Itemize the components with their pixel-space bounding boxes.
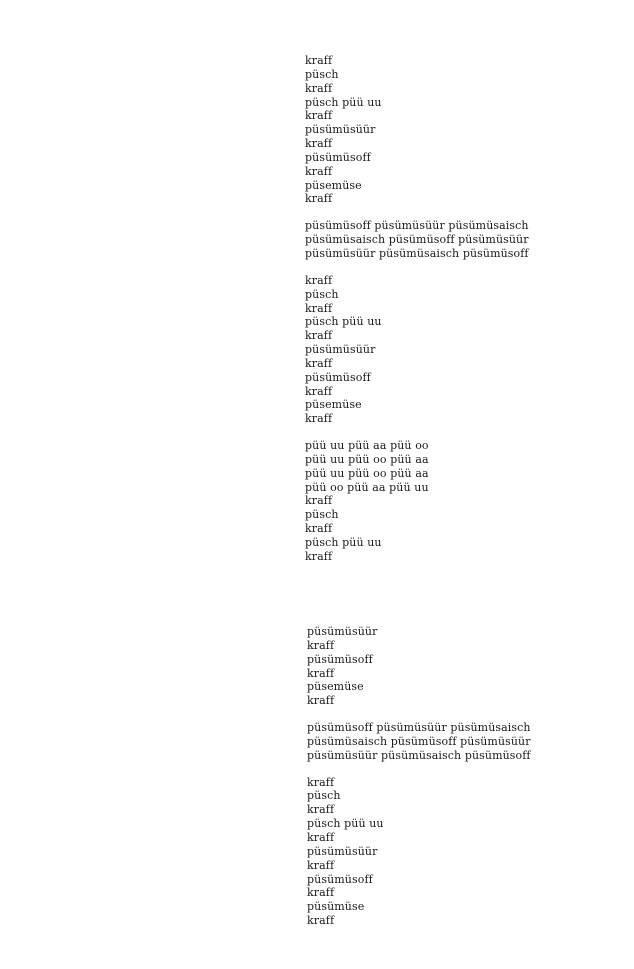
poem-line: püsümüsaisch püsümüsoff püsümüsüür (305, 233, 529, 247)
poem-block-top (305, 54, 529, 577)
poem-line: kraff (305, 137, 333, 151)
poem-line: püsümüsoff püsümüsüür püsümüsaisch (305, 219, 529, 233)
poem-line: püsemüse (307, 680, 364, 694)
poem-line: püü uu püü aa püü oo (305, 439, 429, 453)
poem-line: püsümüsüür (305, 343, 376, 357)
stanza (305, 439, 529, 564)
poem-line: püsch püü uu (305, 536, 382, 549)
poem-line: kraff (305, 494, 333, 508)
poem-line: kraff (307, 775, 335, 789)
poem-line: kraff (307, 858, 335, 872)
stanza (305, 219, 529, 261)
poem-line: püü oo püü aa püü uu (305, 480, 429, 494)
poem-line: kraff (305, 54, 333, 67)
poem-line: püsümüsoff (305, 370, 371, 384)
poem-line: püü uu püü oo püü aa (305, 466, 429, 480)
poem-line: püsemüse (305, 178, 362, 192)
poem-line: püsümüsoff püsümüsüür püsümüsaisch (307, 721, 531, 735)
poem-line: kraff (305, 164, 333, 178)
stanza (307, 721, 531, 763)
poem-line: kraff (305, 384, 333, 398)
poem-line: kraff (307, 914, 335, 928)
poem-line: kraff (307, 886, 335, 900)
poem-line: püsch püü uu (305, 95, 382, 109)
poem-line: kraff (305, 522, 333, 536)
poem-line: kraff (305, 356, 333, 370)
poem-line: püsümüsüür (307, 625, 378, 638)
poem-line: püsch (305, 508, 339, 522)
poem-line: püsümüsaisch püsümüsoff püsümüsüür (307, 734, 531, 748)
poem-line: kraff (307, 638, 335, 652)
poem-line: püsch püü uu (305, 315, 382, 329)
poem-line: püsümüsüür püsümüsaisch püsümüsoff (305, 246, 529, 260)
poem-line: kraff (305, 329, 333, 343)
poem-line: kraff (307, 694, 335, 708)
poem-line: kraff (307, 803, 335, 817)
poem-line: püsümüsüür (307, 844, 378, 858)
poem-line: kraff (307, 666, 335, 680)
poem-line: kraff (305, 109, 333, 123)
poem-line: püsch püü uu (307, 817, 384, 831)
poem-line: püsemüse (305, 398, 362, 412)
stanza (305, 54, 529, 206)
poem-line: kraff (305, 81, 333, 95)
poem-line: püsümüse (307, 900, 365, 914)
stanza (307, 776, 531, 928)
stanza (307, 625, 531, 708)
poem-line: püsümüsüür püsümüsaisch püsümüsoff (307, 748, 531, 762)
poem-line: püsch (305, 287, 339, 301)
poem-line: püsch (307, 789, 341, 803)
poem-line: kraff (305, 273, 333, 287)
poem-line: kraff (305, 549, 333, 563)
poem-line: püsch (305, 67, 339, 81)
poem-line: püü uu püü oo püü aa (305, 452, 429, 466)
poem-line: püsümüsoff (307, 872, 373, 886)
poem-line: püsümüsoff (305, 150, 371, 164)
poem-line: püsümüsüür (305, 123, 376, 137)
stanza (305, 274, 529, 426)
poem-line: püsümüsoff (307, 652, 373, 666)
poem-line: kraff (305, 192, 333, 206)
poem-line: kraff (305, 412, 333, 426)
poem-line: kraff (305, 301, 333, 315)
poem-line: kraff (307, 830, 335, 844)
poem-block-bottom (307, 625, 531, 941)
